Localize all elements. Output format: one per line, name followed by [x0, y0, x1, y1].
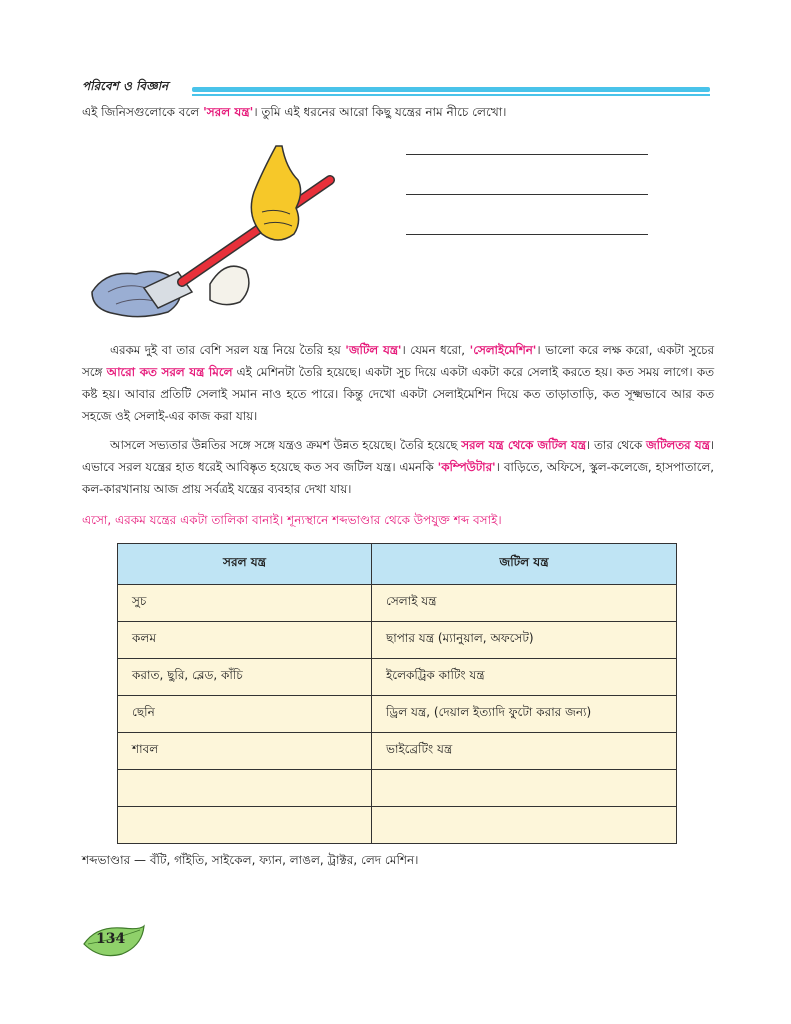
table-row [118, 585, 677, 622]
intro-text-2: । তুমি এই ধরনের আরো কিছু যন্ত্রের নাম নীচে লেখো। [253, 105, 507, 119]
page-header [82, 76, 712, 100]
machines-table [117, 543, 677, 844]
simple-cell: সুচ [118, 585, 372, 622]
p2-text-3: । এভাবে সরল যন্ত্রের হাত ধরেই আবিষ্কৃত হয়েছে কত সব জটিল যন্ত্র। এমনকি [82, 438, 715, 474]
complex-cell: ভাইব্রেটিং যন্ত্র [372, 733, 677, 770]
p2-text-4: । বাড়িতে, অফিসে, স্কুল-কলেজে, হাসপাতালে, কল-কারখানায় আজ প্রায় সর্বত্রই যন্ত্রের ব্যবহার দেখা যায়। [82, 460, 715, 496]
table-row-blank[interactable] [118, 807, 677, 844]
header-rule-thin [192, 94, 710, 96]
p1-keyword-complex: 'জটিল যন্ত্র' [345, 343, 402, 357]
complex-cell: ড্রিল যন্ত্র, (দেয়াল ইত্যাদি ফুটো করার জন্য) [372, 696, 677, 733]
simple-cell: করাত, ছুরি, ব্লেড, কাঁচি [118, 659, 372, 696]
intro-text-1: এই জিনিসগুলোকে বলে [82, 105, 204, 119]
p2-keyword-more-complex: জটিলতর যন্ত্র [646, 438, 710, 452]
p1-keyword-sewing-machine: 'সেলাইমেশিন' [469, 343, 537, 357]
p2-text-2: । তার থেকে [585, 438, 647, 452]
intro-sentence [82, 104, 506, 124]
p1-keyword-more: আরো কত সরল যন্ত্র মিলে [106, 365, 233, 379]
p1-text-2: । যেমন ধরো, [401, 343, 470, 357]
table-header-row [118, 544, 677, 585]
complex-cell: ইলেকট্রিক কাটিং যন্ত্র [372, 659, 677, 696]
complex-cell-blank[interactable] [372, 770, 677, 807]
simple-cell-blank[interactable] [118, 807, 372, 844]
word-bank: শব্দভাণ্ডার — বঁটি, গাঁইতি, সাইকেল, ফ্যান, লাঙল, ট্রাক্টর, লেদ মেশিন। [82, 853, 419, 867]
header-title: পরিবেশ ও বিজ্ঞান [82, 79, 169, 93]
table-row [118, 696, 677, 733]
header-rule [192, 87, 710, 92]
p1-text-4: এই মেশিনটা তৈরি হয়েছে। একটা সুচ দিয়ে একটা একটা করে সেলাই করতে হয়। কত সময় লাগে। কত কষ্ট হয়। আবার প্রতিটি সেলাই সমান নাও হতে পারে। কিন্তু দেখো একটা সেলাইমেশিন দিয়ে কত তাড়াতাড়ি, কত সূক্ষ্মভাবে আর কত সহজে ওই সেলাই-এর কাজ করা যায়। [82, 365, 714, 423]
p2-text-1: আসলে সভ্যতার উন্নতির সঙ্গে সঙ্গে যন্ত্রও ক্রমশ উন্নত হয়েছে। তৈরি হয়েছে [110, 438, 462, 452]
answer-line-1[interactable] [406, 154, 648, 155]
table-row [118, 733, 677, 770]
header-complex-machine: জটিল যন্ত্র [372, 544, 677, 585]
answer-line-3[interactable] [406, 234, 648, 235]
page-number: 134 [96, 931, 126, 947]
table-instruction: এসো, এরকম যন্ত্রের একটা তালিকা বানাই। শূন্যস্থানে শব্দভাণ্ডার থেকে উপযুক্ত শব্দ বসাই। [82, 513, 502, 527]
p2-keyword-simple-to-complex: সরল যন্ত্র থেকে জটিল যন্ত্র [461, 438, 586, 452]
p1-text-3: । ভালো করে লক্ষ করো, একটা সুচের সঙ্গে [82, 343, 714, 379]
table-row-blank[interactable] [118, 770, 677, 807]
intro-term: 'সরল যন্ত্র' [203, 105, 254, 119]
complex-cell: সেলাই যন্ত্র [372, 585, 677, 622]
page-number-badge [82, 922, 146, 958]
simple-cell: শাবল [118, 733, 372, 770]
header-simple-machine: সরল যন্ত্র [118, 544, 372, 585]
simple-cell: ছেনি [118, 696, 372, 733]
p2-keyword-computer: 'কম্পিউটার' [437, 460, 496, 474]
broom-sweeping-illustration [86, 142, 346, 322]
table-row [118, 659, 677, 696]
simple-cell-blank[interactable] [118, 770, 372, 807]
paragraph-civilization [82, 434, 714, 500]
complex-cell-blank[interactable] [372, 807, 677, 844]
p1-text-1: এরকম দুই বা তার বেশি সরল যন্ত্র নিয়ে তৈরি হয় [110, 343, 346, 357]
hand-icon [251, 146, 300, 240]
simple-cell: কলম [118, 622, 372, 659]
paper-bag-icon [210, 266, 249, 304]
paragraph-complex-machines [82, 339, 714, 427]
answer-line-2[interactable] [406, 194, 648, 195]
table-row [118, 622, 677, 659]
complex-cell: ছাপার যন্ত্র (ম্যানুয়াল, অফসেট) [372, 622, 677, 659]
